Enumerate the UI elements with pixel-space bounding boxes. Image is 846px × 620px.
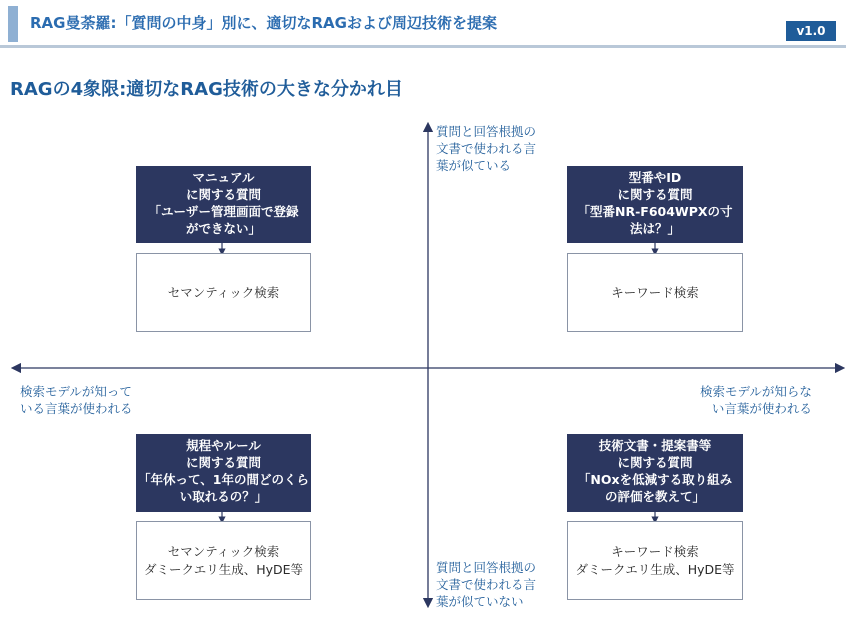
version-badge: v1.0 (786, 21, 836, 41)
header-title: RAG曼荼羅:「質問の中身」別に、適切なRAGおよび周辺技術を提案 (30, 14, 497, 32)
technique-box-keyword-hyde: キーワード検索 ダミークエリ生成、HyDE等 (567, 521, 743, 600)
question-box-technical-docs: 技術文書・提案書等 に関する質問 「NOxを低減する取り組み の評価を教えて」 (567, 434, 743, 512)
axis-label-left: 検索モデルが知って いる言葉が使われる (20, 384, 133, 416)
axis-label-bottom: 質問と回答根拠の 文書で使われる言 葉が似ていない (436, 560, 537, 609)
axis-label-right: 検索モデルが知らな い言葉が使われる (700, 384, 812, 416)
page-title: RAGの4象限:適切なRAG技術の大きな分かれ目 (10, 79, 403, 100)
axis-label-top: 質問と回答根拠の 文書で使われる言 葉が似ている (436, 124, 537, 173)
question-box-manual: マニュアル に関する質問 「ユーザー管理画面で登録 ができない」 (136, 166, 311, 243)
technique-box-semantic-hyde: セマンティック検索 ダミークエリ生成、HyDE等 (136, 521, 311, 600)
question-box-model-id: 型番やID に関する質問 「型番NR-F604WPXの寸 法は？」 (567, 166, 743, 243)
question-box-rules: 規程やルール に関する質問 「年休って、1年の間どのくら い取れるの？」 (136, 434, 311, 512)
technique-box-keyword-search: キーワード検索 (567, 253, 743, 332)
technique-box-semantic-search: セマンティック検索 (136, 253, 311, 332)
